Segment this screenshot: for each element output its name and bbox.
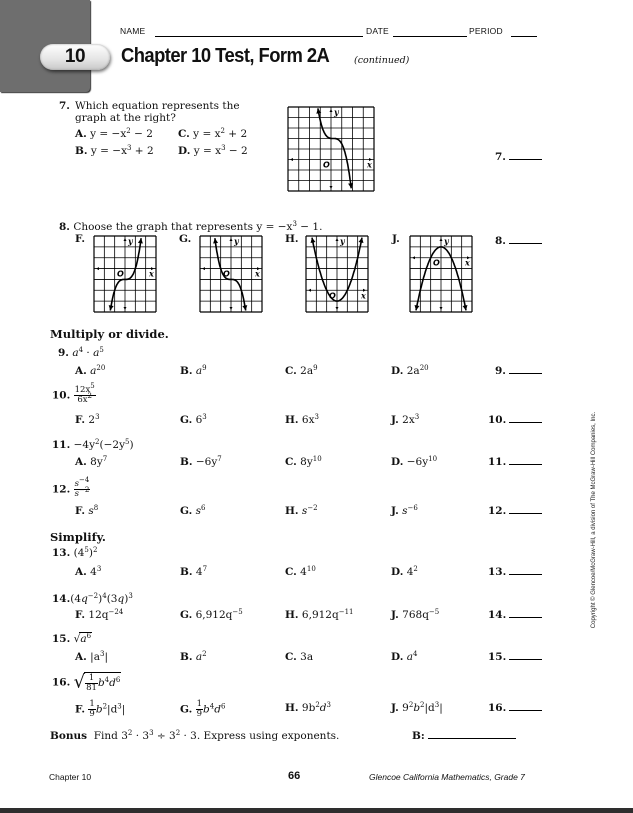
graph-grid	[288, 107, 374, 191]
q7-option-b[interactable]: B. $y = -x^3 + 2$	[75, 144, 154, 157]
q11-option-a[interactable]: A. $8y^7$	[75, 455, 108, 468]
q13-prompt: 13. $(4^5)^2$	[52, 546, 98, 559]
date-label: DATE	[366, 26, 389, 36]
q12-option-g[interactable]: G. $s^6$	[180, 504, 206, 517]
bottom-bar	[0, 808, 633, 813]
q8-option-h-label[interactable]: H.	[285, 233, 299, 245]
q8-graph-h[interactable]	[305, 235, 369, 313]
x-axis-label: x	[367, 159, 372, 170]
y-axis-label: y	[128, 236, 133, 246]
section-simplify: Simplify.	[50, 530, 106, 544]
q9-answer-blank[interactable]: 9.	[495, 365, 542, 377]
q13-option-c[interactable]: C. $4^{10}$	[285, 565, 316, 578]
q15-option-b[interactable]: B. $a^2$	[180, 650, 207, 663]
q10-prompt: 10. $\frac{12x^5}{6x^2}$	[52, 382, 95, 405]
name-field-line[interactable]	[155, 36, 363, 37]
q8-graph-j[interactable]	[409, 235, 473, 313]
origin-label: O	[433, 258, 440, 268]
page-number: 66	[288, 770, 301, 782]
chapter-tab: 10	[40, 44, 110, 70]
graph-grid	[200, 236, 262, 312]
q15-option-d[interactable]: D. $a^4$	[391, 650, 418, 663]
q14-answer-blank[interactable]: 14.	[488, 609, 542, 621]
section-multiply-divide: Multiply or divide.	[50, 327, 169, 341]
x-axis-arrow-left	[412, 256, 415, 259]
y-axis-arrow-up	[440, 238, 443, 241]
x-axis-label: x	[465, 257, 470, 268]
y-axis-arrow-down	[440, 307, 443, 310]
q16-prompt: 16. √ $\frac{1}{81}$ $b^4d^6$	[52, 671, 121, 693]
date-field-line[interactable]	[393, 36, 467, 37]
q14-option-h[interactable]: H. $6,912q^{-11}$	[285, 608, 354, 621]
q14-option-f[interactable]: F. $12q^{-24}$	[75, 608, 124, 621]
y-axis-arrow-up	[230, 238, 233, 241]
y-axis-arrow-up	[336, 238, 339, 241]
x-axis-arrow-left	[202, 267, 205, 270]
q12-option-j[interactable]: J. $s^{-6}$	[391, 504, 418, 517]
q7-graph	[287, 106, 375, 192]
y-axis-arrow-down	[336, 307, 339, 310]
q13-answer-blank[interactable]: 13.	[488, 566, 542, 578]
page-title: Chapter 10 Test, Form 2A	[121, 45, 330, 67]
q8-prompt: 8. Choose the graph that represents $y = -x^3 - 1$.	[59, 220, 323, 233]
q13-option-d[interactable]: D. $4^2$	[391, 565, 418, 578]
q11-prompt: 11. $-4y^2(-2y^5)$	[52, 438, 134, 451]
q15-prompt: 15. $√a^6$	[52, 632, 92, 645]
x-axis-label: x	[361, 290, 366, 301]
origin-label: O	[223, 269, 230, 279]
q9-option-a[interactable]: A. $a^{20}$	[75, 364, 106, 377]
q7-number: 7.	[59, 100, 70, 112]
q14-option-j[interactable]: J. $768q^{-5}$	[391, 608, 440, 621]
period-label: PERIOD	[469, 26, 503, 36]
q7-option-d[interactable]: D. $y = x^3 - 2$	[178, 144, 248, 157]
origin-label: O	[117, 269, 124, 279]
q7-option-a[interactable]: A. $y = -x^2 - 2$	[75, 127, 153, 140]
q12-option-f[interactable]: F. $s^8$	[75, 504, 99, 517]
y-axis-arrow-down	[330, 186, 333, 189]
bonus-prompt: Bonus Find $3^2 \cdot 3^3 \div 3^2 \cdot 3$. Express using exponents.	[50, 729, 340, 742]
q16-option-j[interactable]: J. $9^2b^2|d^3|$	[391, 701, 443, 714]
q12-option-h[interactable]: H. $s^{-2}$	[285, 504, 318, 517]
graph-grid	[410, 236, 472, 312]
q10-option-j[interactable]: J. $2x^3$	[391, 413, 420, 426]
function-curve	[318, 108, 351, 188]
q11-answer-blank[interactable]: 11.	[488, 456, 542, 468]
origin-label: O	[323, 160, 330, 170]
x-axis-label: x	[255, 268, 260, 279]
q8-option-j-label[interactable]: J.	[392, 233, 400, 245]
q8-answer-blank[interactable]: 8.	[495, 235, 542, 247]
y-axis-arrow-down	[230, 307, 233, 310]
q16-answer-blank[interactable]: 16.	[488, 702, 542, 714]
q8-option-g-label[interactable]: G.	[179, 233, 192, 245]
q10-option-h[interactable]: H. $6x^3$	[285, 413, 319, 426]
q10-option-g[interactable]: G. $6^3$	[180, 413, 207, 426]
q16-option-g[interactable]: G. $\frac{1}{9}$ $b^4d^6$	[180, 699, 226, 719]
q9-prompt: 9. $a^4 \cdot a^5$	[58, 346, 104, 359]
y-axis-arrow-down	[124, 307, 127, 310]
q15-answer-blank[interactable]: 15.	[488, 651, 542, 663]
q7-prompt-line1: Which equation represents the	[75, 100, 240, 112]
footer-book-title: Glencoe California Mathematics, Grade 7	[369, 772, 525, 782]
y-axis-arrow-up	[124, 238, 127, 241]
q16-option-f[interactable]: F. $\frac{1}{9}$ $b^2|d^3|$	[75, 699, 126, 719]
q9-option-b[interactable]: B. $a^9$	[180, 364, 207, 377]
curve-arrow-end	[463, 305, 468, 310]
q11-option-c[interactable]: C. $8y^{10}$	[285, 455, 322, 468]
q8-option-f-label[interactable]: F.	[75, 233, 86, 245]
q14-prompt: $14.(4q^{-2})^4(3q)^3$	[52, 592, 133, 605]
curve-arrow-start	[311, 238, 316, 243]
graph-grid	[94, 236, 156, 312]
q11-option-d[interactable]: D. $-6y^{10}$	[391, 455, 438, 468]
continued-note: (continued)	[354, 55, 410, 66]
curve-arrow-start	[415, 305, 420, 310]
y-axis-label: y	[334, 107, 339, 117]
q9-option-d[interactable]: D. $2a^{20}$	[391, 364, 429, 377]
y-axis-label: y	[234, 236, 239, 246]
q15-option-a[interactable]: A. $|a^3|$	[75, 650, 108, 663]
q13-option-b[interactable]: B. $4^7$	[180, 565, 208, 578]
x-axis-arrow-left	[290, 158, 293, 161]
origin-label: O	[329, 291, 336, 301]
bonus-answer-blank[interactable]: B:	[412, 730, 516, 742]
y-axis-label: y	[340, 236, 345, 246]
q16-option-h[interactable]: H. $9b^2d^3$	[285, 701, 331, 714]
q10-answer-blank[interactable]: 10.	[488, 414, 542, 426]
q10-option-f[interactable]: F. $2^3$	[75, 413, 100, 426]
q12-answer-blank[interactable]: 12.	[488, 505, 542, 517]
period-field-line[interactable]	[511, 36, 537, 37]
name-label: NAME	[120, 26, 146, 36]
q15-option-c[interactable]: C. 3a	[285, 651, 314, 663]
x-axis-arrow-left	[308, 289, 311, 292]
graph-grid	[306, 236, 368, 312]
footer-chapter: Chapter 10	[49, 772, 92, 782]
q7-option-c[interactable]: C. $y = x^2 + 2$	[178, 127, 248, 140]
y-axis-arrow-up	[330, 109, 333, 112]
q7-prompt-line2: graph at the right?	[75, 112, 176, 124]
q8-graph-g[interactable]	[199, 235, 263, 313]
q12-prompt: 12. $\frac{s^{-4}}{s^{-2}}$	[52, 476, 90, 499]
q14-option-g[interactable]: G. $6,912q^{-5}$	[180, 608, 243, 621]
q8-graph-f[interactable]	[93, 235, 157, 313]
q9-option-c[interactable]: C. $2a^9$	[285, 364, 318, 377]
curve-arrow-end	[359, 238, 364, 243]
x-axis-label: x	[149, 268, 154, 279]
q13-option-a[interactable]: A. $4^3$	[75, 565, 102, 578]
q7-answer-blank[interactable]: 7.	[495, 151, 542, 163]
x-axis-arrow-left	[96, 267, 99, 270]
y-axis-label: y	[444, 236, 449, 246]
q11-option-b[interactable]: B. $-6y^7$	[180, 455, 222, 468]
